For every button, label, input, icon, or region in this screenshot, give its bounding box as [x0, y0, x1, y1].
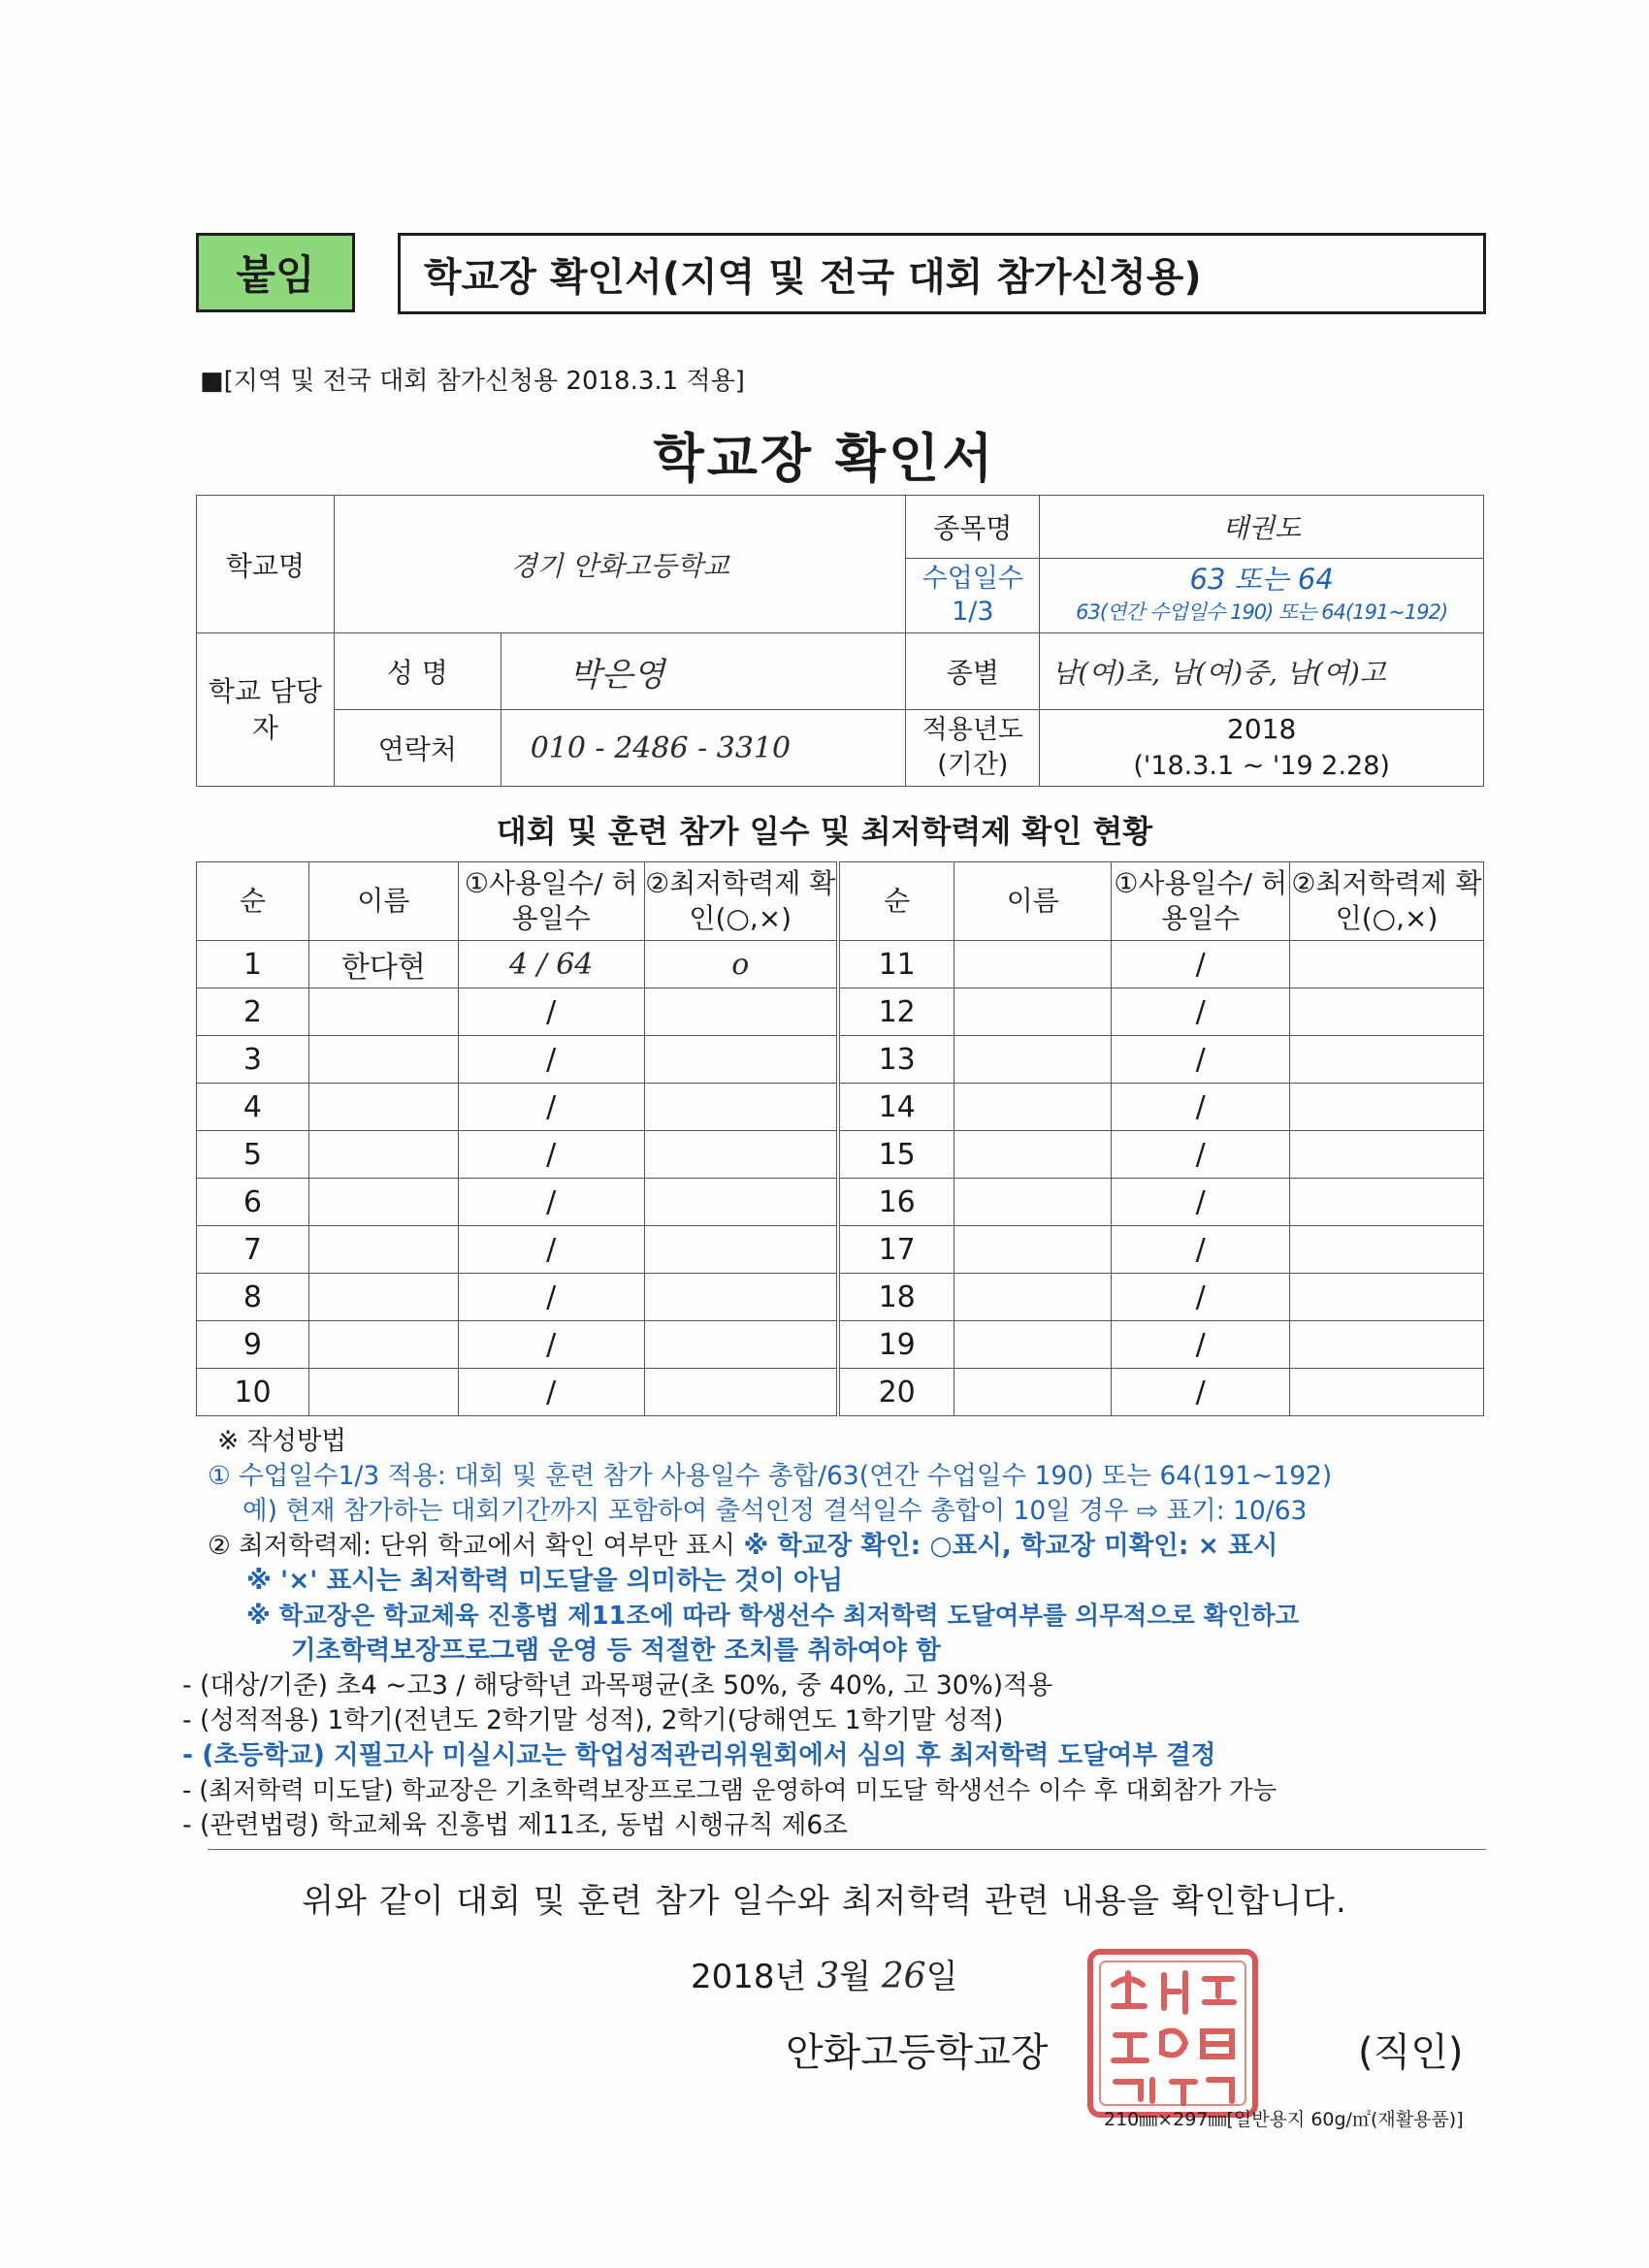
attachment-badge: 붙임	[196, 233, 355, 312]
row-days: /	[458, 1321, 644, 1369]
row-name	[308, 1369, 458, 1416]
row-check	[644, 1321, 838, 1369]
row-days: /	[458, 1274, 644, 1321]
row-name	[308, 1036, 458, 1084]
table-row	[197, 1131, 1484, 1179]
row-no: 19	[838, 1321, 954, 1369]
header-name: 이름	[308, 862, 458, 941]
row-no: 5	[197, 1131, 309, 1179]
note-line: - (초등학교) 지필고사 미실시교는 학업성적관리위원회에서 심의 후 최저학력 도달여부 결정	[182, 1740, 1216, 1770]
row-no: 4	[197, 1084, 309, 1131]
confirm-statement: 위와 같이 대회 및 훈련 참가 일수와 최저학력 관련 내용을 확인합니다.	[302, 1882, 1347, 1921]
school-value: 경기 안화고등학교	[334, 496, 906, 633]
row-no: 8	[197, 1274, 309, 1321]
row-no: 2	[197, 988, 309, 1036]
row-no: 16	[838, 1179, 954, 1226]
row-check	[644, 988, 838, 1036]
row-name	[308, 1226, 458, 1274]
note-text: ※ 학교장 확인: ○표시, 학교장 미확인: × 표시	[743, 1531, 1278, 1561]
row-name	[308, 1084, 458, 1131]
row-no: 1	[197, 941, 309, 988]
note-line: - (대상/기준) 초4 ~고3 / 해당학년 과목평균(초 50%, 중 40%, 고 30%)적용	[182, 1670, 1053, 1701]
contact-label: 학교 담당자	[197, 633, 335, 787]
header-days: ①사용일수/ 허용일수	[458, 862, 644, 941]
status-title: 대회 및 훈련 참가 일수 및 최저학력제 확인 현황	[496, 813, 1153, 850]
row-name	[308, 1179, 458, 1226]
paper-spec-note: 210㎜×297㎜[일반용지 60g/㎡(재활용품)]	[1104, 2109, 1464, 2130]
row-check	[1290, 1369, 1484, 1416]
table-row	[197, 941, 1484, 988]
row-no: 9	[197, 1321, 309, 1369]
row-days: 4 / 64	[458, 941, 644, 988]
row-no: 14	[838, 1084, 954, 1131]
row-name	[954, 941, 1112, 988]
row-days: /	[1112, 1274, 1290, 1321]
row-days: /	[1112, 1226, 1290, 1274]
year-label: 적용년도 (기간)	[906, 710, 1040, 787]
row-name	[954, 1179, 1112, 1226]
row-name	[954, 1321, 1112, 1369]
note-line: 예) 현재 참가하는 대회기간까지 포함하여 출석인정 결석일수 총합이 10일 경우 ⇨ 표기: 10/63	[242, 1496, 1308, 1526]
header-check: ②최저학력제 확인(○,×)	[1290, 862, 1484, 941]
sport-label: 종목명	[906, 496, 1040, 559]
form-title: 학교장 확인서	[653, 428, 996, 489]
header-no: 순	[197, 862, 309, 941]
row-no: 10	[197, 1369, 309, 1416]
status-table	[196, 861, 1484, 1416]
row-days: /	[458, 1179, 644, 1226]
row-name	[308, 1131, 458, 1179]
row-no: 15	[838, 1131, 954, 1179]
days-value	[1040, 559, 1484, 633]
days-label: 수업일수 1/3	[906, 559, 1040, 633]
row-check	[644, 1369, 838, 1416]
year-value	[1040, 710, 1484, 787]
row-check	[1290, 1321, 1484, 1369]
row-days: /	[458, 1131, 644, 1179]
row-days: /	[1112, 988, 1290, 1036]
note-line: ※ '×' 표시는 최저학력 미도달을 의미하는 것이 아님	[246, 1566, 844, 1596]
year-number: 2018	[1227, 713, 1297, 745]
row-check	[1290, 1131, 1484, 1179]
row-name	[954, 1084, 1112, 1131]
official-seal-stamp	[1084, 1946, 1261, 2121]
header-check: ②최저학력제 확인(○,×)	[644, 862, 838, 941]
row-check	[1290, 988, 1484, 1036]
row-days: /	[458, 1084, 644, 1131]
table-row	[197, 1226, 1484, 1274]
row-no: 13	[838, 1036, 954, 1084]
note-line: - (관련법령) 학교체육 진흥법 제11조, 동법 시행규칙 제6조	[182, 1810, 848, 1840]
row-check	[1290, 941, 1484, 988]
note-text: ② 최저학력제: 단위 학교에서 확인 여부만 표시	[208, 1531, 744, 1561]
row-name	[954, 1274, 1112, 1321]
table-row	[197, 1084, 1484, 1131]
row-check	[1290, 1274, 1484, 1321]
status-body	[197, 941, 1484, 1416]
row-days: /	[1112, 1084, 1290, 1131]
row-check	[644, 1226, 838, 1274]
phone-label: 연락처	[334, 710, 501, 787]
divider	[208, 1849, 1486, 1850]
row-check	[1290, 1036, 1484, 1084]
table-row	[197, 1369, 1484, 1416]
row-name	[308, 1274, 458, 1321]
status-header-row	[197, 862, 1484, 941]
row-name	[308, 988, 458, 1036]
row-days: /	[1112, 1036, 1290, 1084]
seal-label: (직인)	[1358, 2030, 1464, 2075]
info-table	[196, 495, 1484, 787]
row-check	[1290, 1179, 1484, 1226]
row-name: 한다현	[308, 941, 458, 988]
date-year: 2018년	[691, 1958, 807, 1996]
name-label: 성 명	[334, 633, 501, 710]
row-days: /	[1112, 1131, 1290, 1179]
row-check: o	[644, 941, 838, 988]
note-line: ① 수업일수1/3 적용: 대회 및 훈련 참가 사용일수 총합/63(연간 수업일수 190) 또는 64(191~192)	[208, 1461, 1333, 1491]
table-row	[197, 1274, 1484, 1321]
row-check	[1290, 1084, 1484, 1131]
row-days: /	[1112, 941, 1290, 988]
row-no: 6	[197, 1179, 309, 1226]
note-line: - (성적적용) 1학기(전년도 2학기말 성적), 2학기(당해연도 1학기말 성적)	[182, 1705, 1004, 1735]
row-no: 11	[838, 941, 954, 988]
table-row	[197, 1179, 1484, 1226]
date-day-unit: 일	[925, 1958, 958, 1996]
date-month-unit: 월	[839, 1958, 871, 1996]
row-no: 7	[197, 1226, 309, 1274]
row-name	[954, 1226, 1112, 1274]
header-title: 학교장 확인서(지역 및 전국 대회 참가신청용)	[398, 233, 1486, 314]
row-days: /	[458, 1369, 644, 1416]
row-days: /	[458, 988, 644, 1036]
row-days: /	[1112, 1179, 1290, 1226]
date-day: 26	[881, 1957, 926, 1996]
row-days: /	[1112, 1321, 1290, 1369]
row-no: 3	[197, 1036, 309, 1084]
row-days: /	[458, 1226, 644, 1274]
name-value: 박은영	[501, 633, 906, 710]
sport-value: 태권도	[1040, 496, 1484, 559]
row-check	[644, 1036, 838, 1084]
row-days: /	[1112, 1369, 1290, 1416]
notes-heading: ※ 작성방법	[217, 1426, 347, 1456]
date-month: 3	[817, 1957, 840, 1996]
row-days: /	[458, 1036, 644, 1084]
subtitle: ■[지역 및 전국 대회 참가신청용 2018.3.1 적용]	[200, 367, 745, 396]
header-name: 이름	[954, 862, 1112, 941]
principal-name: 안화고등학교장	[786, 2030, 1049, 2075]
row-check	[644, 1274, 838, 1321]
header-days: ①사용일수/ 허용일수	[1112, 862, 1290, 941]
note-line	[208, 1529, 1488, 1564]
note-line: ※ 학교장은 학교체육 진흥법 제11조에 따라 학생선수 최저학력 도달여부를 의무적으로 확인하고	[246, 1602, 1300, 1631]
school-label: 학교명	[197, 496, 335, 633]
days-value-main: 63 또는 64	[1189, 563, 1334, 596]
table-row	[197, 1036, 1484, 1084]
row-check	[644, 1084, 838, 1131]
type-value: 남(여)초, 남(여)중, 남(여)고	[1040, 633, 1484, 710]
type-label: 종별	[906, 633, 1040, 710]
row-no: 18	[838, 1274, 954, 1321]
row-no: 20	[838, 1369, 954, 1416]
period-value: ('18.3.1 ~ '19 2.28)	[1133, 751, 1390, 781]
row-no: 17	[838, 1226, 954, 1274]
header-no: 순	[838, 862, 954, 941]
row-name	[954, 1369, 1112, 1416]
row-no: 12	[838, 988, 954, 1036]
note-line: - (최저학력 미도달) 학교장은 기초학력보장프로그램 운영하여 미도달 학생선수 이수 후 대회참가 가능	[182, 1776, 1277, 1805]
row-check	[644, 1131, 838, 1179]
table-row	[197, 988, 1484, 1036]
days-value-detail: 63(연간 수업일수 190) 또는 64(191~192)	[1076, 600, 1448, 624]
table-row	[197, 1321, 1484, 1369]
phone-value: 010 - 2486 - 3310	[501, 710, 906, 787]
note-line: 기초학력보장프로그램 운영 등 적절한 조치를 취하여야 함	[291, 1636, 941, 1666]
issue-date	[691, 1950, 957, 1997]
row-name	[954, 1036, 1112, 1084]
row-check	[644, 1179, 838, 1226]
notes-section	[182, 1424, 1488, 1843]
row-name	[954, 988, 1112, 1036]
row-check	[1290, 1226, 1484, 1274]
row-name	[954, 1131, 1112, 1179]
row-name	[308, 1321, 458, 1369]
